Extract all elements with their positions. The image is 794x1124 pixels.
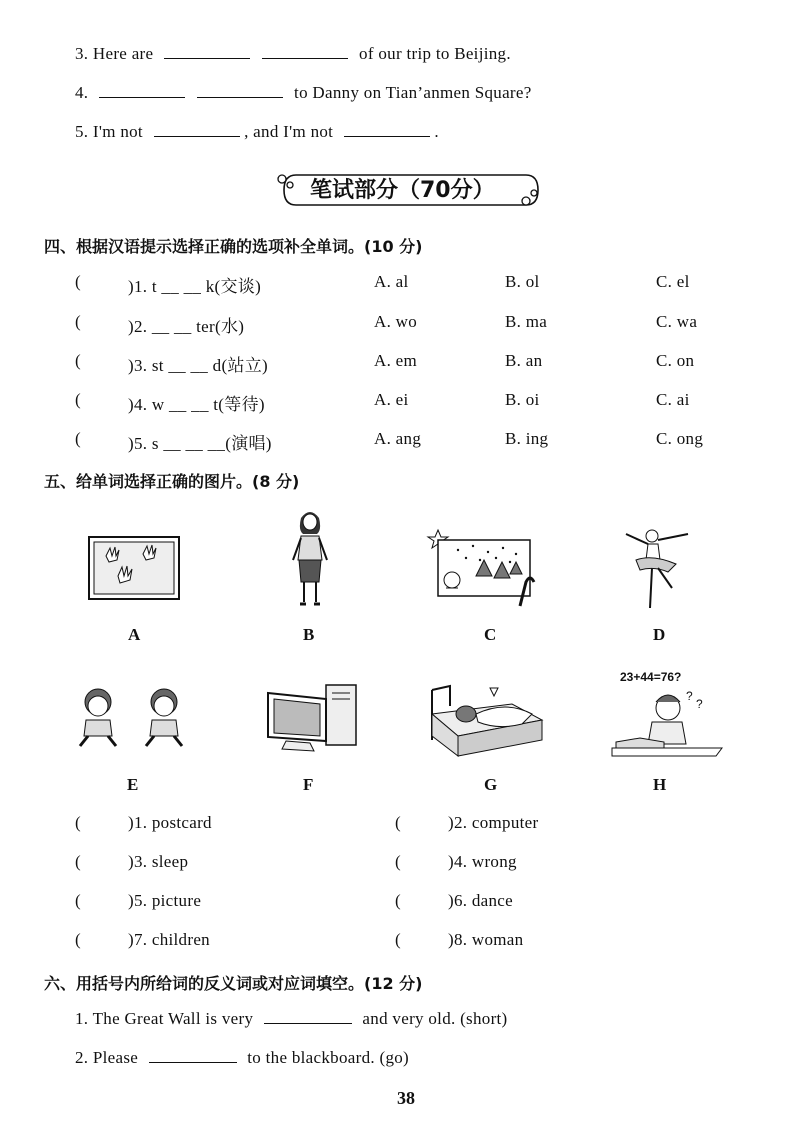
picture-label: H [653,775,667,794]
question-text: )1. t __ __ k(交谈) [128,277,262,296]
answer-paren[interactable]: ( [75,813,81,832]
question-text: to Danny on Tian’anmen Square? [294,83,532,102]
section-6-title: 六、用括号内所给词的反义词或对应词填空。(12 分) [44,974,423,993]
question-number: 3. [75,44,89,63]
question-number: 4. [75,83,89,102]
option-a: A. wo [374,312,418,331]
picture-label: E [127,775,139,794]
question-text: of our trip to Beijing. [359,44,511,63]
option-b: B. ma [505,312,548,331]
wrong-answer-picture [608,686,724,758]
answer-blank[interactable] [264,1009,352,1024]
match-word: )2. computer [448,813,539,832]
option-c: C. ong [656,429,704,448]
math-problem-text: 23+44=76? [620,670,682,684]
section-6-question-2 [75,1048,409,1068]
option-a: A. ei [374,390,409,409]
question-text: )5. s __ __ __(演唱) [128,434,272,453]
woman-picture [287,508,333,608]
question-text: to the blackboard. (go) [247,1048,409,1067]
svg-text:?: ? [696,697,703,711]
option-c: C. ai [656,390,690,409]
question-4 [75,83,532,103]
option-c: C. on [656,351,695,370]
answer-blank[interactable] [154,122,240,137]
picture-label: F [303,775,314,794]
answer-paren[interactable]: ( [395,891,401,910]
question-text: and very old. (short) [362,1009,508,1028]
question-3 [75,44,511,64]
question-text: , and I'm not [244,122,334,141]
section-5-title: 五、给单词选择正确的图片。(8 分) [44,472,300,491]
answer-paren[interactable]: ( [75,390,81,409]
answer-paren[interactable]: ( [75,429,81,448]
question-text: )2. __ __ ter(水) [128,317,245,336]
answer-paren[interactable]: ( [75,272,81,291]
answer-paren[interactable]: ( [395,813,401,832]
answer-blank[interactable] [197,83,283,98]
option-b: B. ol [505,272,540,291]
question-text: )3. st __ __ d(站立) [128,356,268,375]
question-text: I'm not [92,122,143,141]
match-word: )6. dance [448,891,513,910]
picture-label: D [653,625,666,644]
answer-paren[interactable]: ( [75,351,81,370]
match-word: )3. sleep [128,852,189,871]
svg-text:?: ? [686,689,693,703]
picture-label: G [484,775,498,794]
question-number: 5. [75,122,89,141]
option-a: A. al [374,272,409,291]
answer-paren[interactable]: ( [75,930,81,949]
question-5 [75,122,439,142]
answer-blank[interactable] [262,44,348,59]
match-word: )1. postcard [128,813,212,832]
answer-blank[interactable] [149,1048,237,1063]
picture-label: B [303,625,315,644]
section-6-question-1 [75,1009,508,1029]
section-4-title: 四、根据汉语提示选择正确的选项补全单词。(10 分) [44,237,423,256]
question-text: 2. Please [75,1048,139,1067]
question-text: Here are [92,44,154,63]
option-b: B. an [505,351,543,370]
answer-paren[interactable]: ( [75,852,81,871]
question-text: 1. The Great Wall is very [75,1009,254,1028]
option-b: B. oi [505,390,540,409]
question-text: . [434,122,439,141]
answer-paren[interactable]: ( [75,312,81,331]
dancer-picture [622,526,692,612]
option-b: B. ing [505,429,549,448]
computer-picture [264,683,358,755]
postcard-picture [88,536,180,600]
option-c: C. wa [656,312,698,331]
picture-label: C [484,625,497,644]
answer-blank[interactable] [99,83,185,98]
bed-sleep-picture [428,684,548,758]
answer-blank[interactable] [164,44,250,59]
match-word: )8. woman [448,930,524,949]
answer-paren[interactable]: ( [395,852,401,871]
option-a: A. em [374,351,418,370]
question-text: )4. w __ __ t(等待) [128,395,265,414]
match-word: )5. picture [128,891,202,910]
christmas-card-picture [428,528,546,608]
answer-blank[interactable] [344,122,430,137]
option-a: A. ang [374,429,422,448]
answer-paren[interactable]: ( [75,891,81,910]
match-word: )7. children [128,930,210,949]
match-word: )4. wrong [448,852,517,871]
picture-label: A [128,625,141,644]
answer-paren[interactable]: ( [395,930,401,949]
page-number: 38 [397,1088,415,1108]
option-c: C. el [656,272,690,291]
children-picture [72,686,196,750]
section-banner: 笔试部分（70分） [310,178,495,203]
